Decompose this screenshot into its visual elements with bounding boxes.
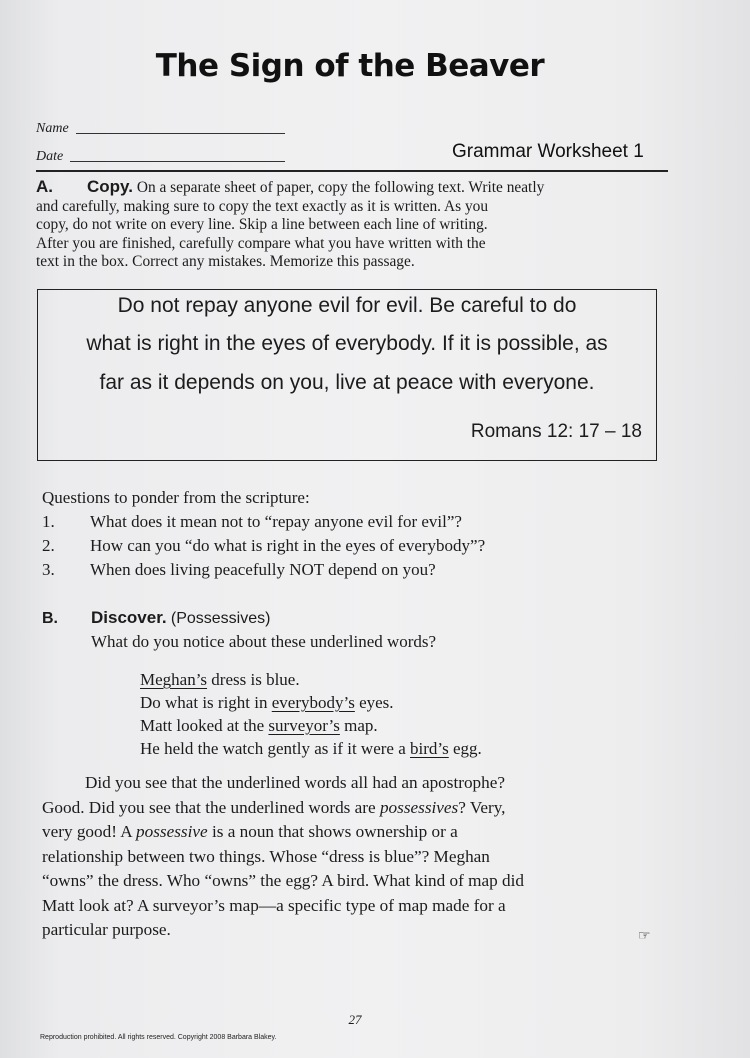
questions-heading: Questions to ponder from the scripture:	[42, 488, 310, 507]
question-item: 1. What does it mean not to “repay anyone evil for evil”?	[42, 512, 462, 531]
explanation-line: particular purpose.	[42, 920, 171, 939]
page-title: The Sign of the Beaver	[155, 48, 545, 84]
explanation-line: Did you see that the underlined words all had an apostrophe?	[42, 773, 505, 792]
section-b-subtitle: (Possessives)	[170, 610, 271, 627]
example-sentence: Meghan’s dress is blue.	[140, 670, 300, 689]
pointing-hand-icon: ☞	[638, 929, 651, 944]
scripture-line-1: what is right in the eyes of everybody. If it is possible, as	[86, 332, 608, 355]
worksheet-label: Grammar Worksheet 1	[452, 141, 644, 162]
section-a-instructions	[36, 178, 660, 272]
section-a-line-1: and carefully, making sure to copy the text exactly as it is written. As you	[36, 197, 489, 215]
scripture-line-0: Do not repay anyone evil for evil. Be careful to do	[117, 294, 577, 317]
section-b-letter: B.	[42, 610, 58, 627]
section-a-line-4: text in the box. Correct any mistakes. Memorize this passage.	[36, 253, 415, 271]
question-item: 2. How can you “do what is right in the eyes of everybody”?	[42, 536, 486, 555]
possessive-word: Meghan’s	[140, 670, 208, 689]
explanation-line: very good! A possessive is a noun that shows ownership or a	[42, 822, 458, 841]
name-label: Name	[36, 121, 69, 136]
copyright-footer: Reproduction prohibited. All rights reserved. Copyright 2008 Barbara Blakey.	[40, 1034, 277, 1041]
section-b-prompt: What do you notice about these underlined words?	[91, 632, 437, 651]
scripture-box	[37, 289, 657, 461]
possessive-word: surveyor’s	[268, 716, 340, 735]
example-sentence: Matt looked at the surveyor’s map.	[140, 716, 378, 735]
header-rule	[36, 170, 668, 172]
section-a-line-0: A. Copy. On a separate sheet of paper, copy the following text. Write neatly	[36, 177, 545, 196]
explanation-line: relationship between two things. Whose “dress is blue”? Meghan	[42, 846, 490, 866]
scripture-line-2: far as it depends on you, live at peace with everyone.	[99, 371, 595, 394]
possessive-word: everybody’s	[271, 693, 355, 712]
example-sentence: He held the watch gently as if it were a bird’s egg.	[140, 739, 482, 758]
explanation-line: Matt look at? A surveyor’s map—a specific type of map made for a	[42, 895, 506, 915]
scripture-reference: Romans 12: 17 – 18	[470, 421, 642, 442]
possessive-word: bird’s	[410, 739, 449, 758]
section-a-letter: A.	[36, 177, 53, 196]
name-line	[76, 133, 285, 134]
explanation-line: “owns” the dress. Who “owns” the egg? A bird. What kind of map did	[42, 871, 524, 890]
section-b-title: Discover.	[91, 608, 167, 627]
example-sentence: Do what is right in everybody’s eyes.	[140, 693, 394, 712]
explanation-paragraph	[42, 771, 672, 943]
question-item: 3. When does living peacefully NOT depend on you?	[42, 560, 436, 579]
section-b-heading	[42, 608, 270, 628]
section-a-line-3: After you are finished, carefully compare what you have written with the	[36, 234, 486, 252]
section-a-line-2: copy, do not write on every line. Skip a line between each line of writing.	[36, 216, 488, 234]
page-number: 27	[348, 1012, 362, 1027]
date-label: Date	[36, 149, 64, 164]
section-a-heading: Copy.	[87, 177, 133, 196]
explanation-line: Good. Did you see that the underlined words are possessives? Very,	[42, 797, 506, 817]
date-line	[70, 161, 285, 162]
